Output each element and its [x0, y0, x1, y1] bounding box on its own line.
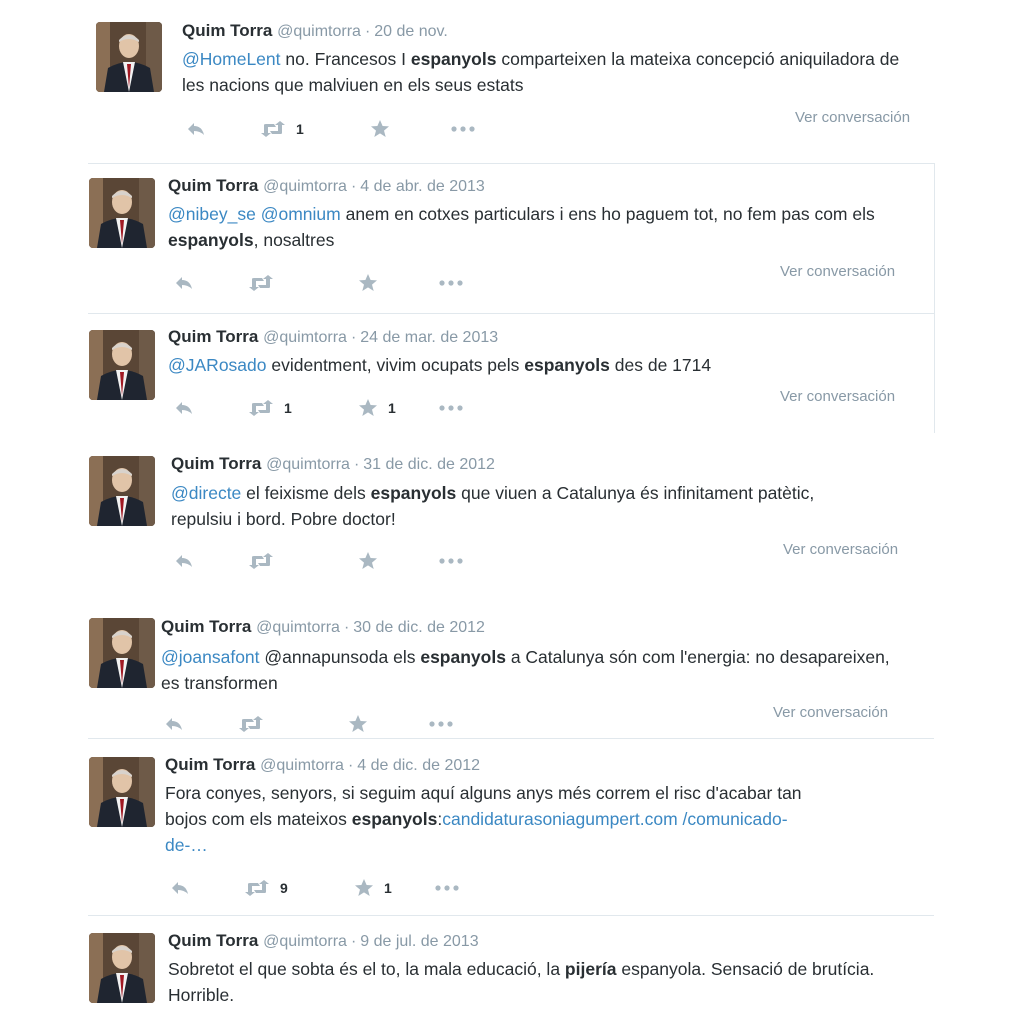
- more-icon: [438, 557, 464, 565]
- tweet-text: [161, 644, 901, 696]
- author-handle[interactable]: @quimtorra: [260, 757, 344, 774]
- retweet-count: 1: [296, 121, 304, 137]
- author-name[interactable]: Quim Torra: [182, 21, 273, 40]
- view-conversation-link[interactable]: Ver conversación: [795, 109, 911, 126]
- retweet-button[interactable]: [244, 876, 288, 900]
- separator-dot: ·: [347, 757, 354, 774]
- separator-dot: ·: [350, 933, 357, 950]
- retweet-icon: [244, 880, 270, 896]
- favorite-count: 1: [384, 880, 392, 896]
- tweet-text-segment: evidentment, vivim ocupats pels: [266, 355, 525, 375]
- star-icon: [348, 714, 368, 734]
- more-icon: [428, 720, 454, 728]
- tweet-text: [168, 352, 908, 378]
- author-name[interactable]: Quim Torra: [165, 755, 256, 774]
- tweet-date[interactable]: 4 de dic. de 2012: [357, 757, 481, 774]
- highlighted-word: espanyols: [524, 355, 610, 375]
- favorite-button[interactable]: [354, 876, 392, 900]
- star-icon: [358, 551, 378, 571]
- mention-link[interactable]: @nibey_se: [168, 204, 256, 224]
- more-icon: [450, 125, 476, 133]
- mention-link[interactable]: @directe: [171, 483, 242, 503]
- tweet-divider: [88, 738, 934, 739]
- tweet-text-segment: @annapunsoda els: [259, 647, 421, 667]
- tweet-header: [161, 616, 485, 639]
- view-conversation-link[interactable]: Ver conversación: [783, 541, 899, 558]
- separator-dot: ·: [343, 619, 350, 636]
- tweet-text-segment: anem en cotxes particulars i ens ho paguem tot, no fem pas com els: [340, 204, 875, 224]
- tweet-header: [182, 20, 448, 43]
- author-handle[interactable]: @quimtorra: [263, 329, 347, 346]
- retweet-icon: [238, 716, 264, 732]
- separator-dot: ·: [364, 23, 371, 40]
- author-handle[interactable]: @quimtorra: [266, 456, 350, 473]
- more-button[interactable]: [438, 549, 464, 573]
- tweet-text-segment: , nosaltres: [253, 230, 335, 250]
- reply-icon: [174, 553, 194, 569]
- retweet-button[interactable]: [260, 117, 304, 141]
- tweet-date[interactable]: 24 de mar. de 2013: [360, 329, 499, 346]
- avatar[interactable]: [96, 22, 162, 92]
- author-handle[interactable]: @quimtorra: [256, 619, 340, 636]
- tweet-text: [182, 46, 902, 98]
- tweet-text-segment: des de 1714: [609, 355, 712, 375]
- tweet-text-segment: que viuen a Catalunya és infinitament patètic, repulsiu i bord. Pobre doctor!: [171, 483, 815, 529]
- highlighted-word: espanyols: [168, 230, 254, 250]
- url-link[interactable]: candidaturasoniagumpert.com /comunicado-de-…: [165, 809, 788, 855]
- separator-dot: ·: [350, 178, 357, 195]
- avatar[interactable]: [89, 178, 155, 248]
- tweet-text-segment: no. Francesos I: [280, 49, 411, 69]
- more-button[interactable]: [438, 396, 464, 420]
- favorite-button[interactable]: [358, 549, 378, 573]
- panel-border: [934, 163, 935, 433]
- more-icon: [438, 279, 464, 287]
- more-icon: [438, 404, 464, 412]
- reply-icon: [174, 400, 194, 416]
- retweet-icon: [248, 400, 274, 416]
- separator-dot: ·: [350, 329, 357, 346]
- tweet-divider: [88, 163, 934, 164]
- tweet-text: [168, 201, 898, 253]
- tweet-header: [168, 175, 485, 198]
- star-icon: [354, 878, 374, 898]
- retweet-button[interactable]: [238, 712, 264, 736]
- tweet-header: [165, 754, 480, 777]
- tweet-text: [168, 956, 908, 1008]
- star-icon: [370, 119, 390, 139]
- tweet-text: [165, 780, 815, 858]
- reply-button[interactable]: [170, 876, 190, 900]
- retweet-count: 1: [284, 400, 292, 416]
- reply-icon: [164, 716, 184, 732]
- favorite-count: 1: [388, 400, 396, 416]
- tweet-text-segment: a Catalunya són com l'energia: no desapareixen, es transformen: [161, 647, 890, 693]
- view-conversation-link[interactable]: Ver conversación: [773, 704, 889, 721]
- tweet-text-segment: :: [437, 809, 443, 829]
- tweet-date[interactable]: 31 de dic. de 2012: [363, 456, 495, 473]
- tweet-header: [168, 326, 498, 349]
- tweet-text-segment: el feixisme dels: [241, 483, 371, 503]
- reply-button[interactable]: [186, 117, 206, 141]
- tweet-text-segment: espanyola. Sensació de brutícia. Horrible.: [168, 959, 875, 1005]
- mention-link[interactable]: @JARosado: [168, 355, 267, 375]
- highlighted-word: espanyols: [370, 483, 457, 503]
- more-button[interactable]: [438, 271, 464, 295]
- retweet-icon: [260, 121, 286, 137]
- author-name[interactable]: Quim Torra: [168, 327, 259, 346]
- tweet-header: [171, 453, 495, 476]
- favorite-button[interactable]: [358, 396, 396, 420]
- reply-button[interactable]: [164, 712, 184, 736]
- mention-link[interactable]: @joansafont: [161, 647, 260, 667]
- tweet-date[interactable]: 30 de dic. de 2012: [353, 619, 485, 636]
- tweet-text-segment: Sobretot el que sobta és el to, la mala educació, la: [168, 959, 565, 979]
- tweet-text-segment: Fora conyes, senyors, si seguim aquí alguns anys més correm el risc d'acabar tan bojos com els mateixos: [165, 783, 802, 829]
- tweet-date[interactable]: 9 de jul. de 2013: [360, 933, 479, 950]
- tweet-date[interactable]: 20 de nov.: [374, 23, 448, 40]
- mention-link[interactable]: @HomeLent: [182, 49, 281, 69]
- view-conversation-link[interactable]: Ver conversación: [780, 388, 896, 405]
- more-button[interactable]: [428, 712, 454, 736]
- favorite-button[interactable]: [370, 117, 390, 141]
- reply-icon: [170, 880, 190, 896]
- reply-button[interactable]: [174, 396, 194, 420]
- tweet-divider: [88, 915, 934, 916]
- more-icon: [434, 884, 460, 892]
- author-handle[interactable]: @quimtorra: [263, 178, 347, 195]
- highlighted-word: espanyols: [420, 647, 506, 667]
- star-icon: [358, 398, 378, 418]
- author-name[interactable]: Quim Torra: [161, 617, 252, 636]
- highlighted-word: espanyols: [351, 809, 438, 829]
- avatar[interactable]: [89, 757, 155, 827]
- view-conversation-link[interactable]: Ver conversación: [780, 263, 896, 280]
- more-button[interactable]: [450, 117, 476, 141]
- author-name[interactable]: Quim Torra: [168, 931, 259, 950]
- mention-link[interactable]: @omnium: [260, 204, 341, 224]
- reply-button[interactable]: [174, 549, 194, 573]
- author-name[interactable]: Quim Torra: [171, 454, 262, 473]
- highlighted-word: pijería: [564, 959, 617, 979]
- tweet-header: [168, 930, 479, 953]
- retweet-icon: [248, 553, 274, 569]
- more-button[interactable]: [434, 876, 460, 900]
- author-handle[interactable]: @quimtorra: [263, 933, 347, 950]
- retweet-button[interactable]: [248, 396, 292, 420]
- highlighted-word: espanyols: [410, 49, 497, 69]
- favorite-button[interactable]: [358, 271, 378, 295]
- author-name[interactable]: Quim Torra: [168, 176, 259, 195]
- star-icon: [358, 273, 378, 293]
- avatar[interactable]: [89, 933, 155, 1003]
- author-handle[interactable]: @quimtorra: [277, 23, 361, 40]
- tweet-text: [171, 480, 871, 532]
- retweet-icon: [248, 275, 274, 291]
- reply-icon: [174, 275, 194, 291]
- tweet-divider: [88, 313, 934, 314]
- avatar[interactable]: [89, 456, 155, 526]
- retweet-button[interactable]: [248, 271, 274, 295]
- favorite-button[interactable]: [348, 712, 368, 736]
- avatar[interactable]: [89, 330, 155, 400]
- retweet-count: 9: [280, 880, 288, 896]
- tweet-date[interactable]: 4 de abr. de 2013: [360, 178, 485, 195]
- separator-dot: ·: [353, 456, 360, 473]
- tweet-text-segment: comparteixen la mateixa concepció aniquiladora de les nacions que malviuen en els seus estats: [182, 49, 900, 95]
- retweet-button[interactable]: [248, 549, 274, 573]
- avatar[interactable]: [89, 618, 155, 688]
- reply-button[interactable]: [174, 271, 194, 295]
- reply-icon: [186, 121, 206, 137]
